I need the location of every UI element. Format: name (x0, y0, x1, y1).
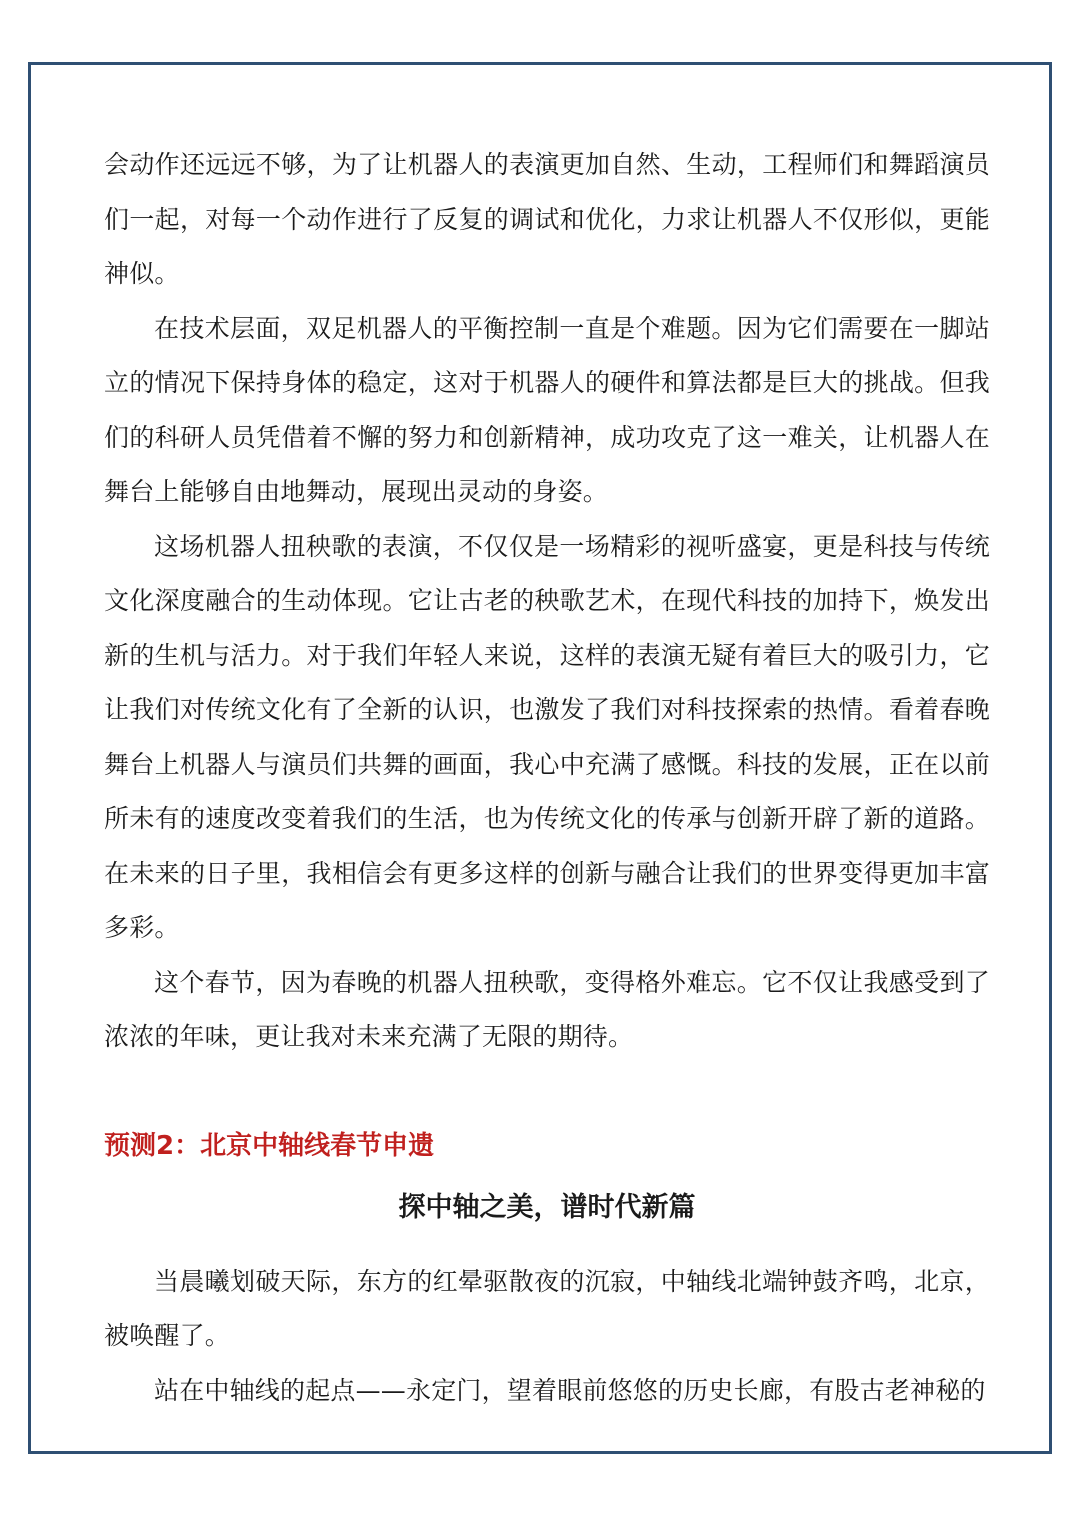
section-heading: 预测2：北京中轴线春节申遗 (104, 1130, 435, 1161)
paragraph-2: 在技术层面，双足机器人的平衡控制一直是个难题。因为它们需要在一脚站立的情况下保持身体的稳定，这对于机器人的硬件和算法都是巨大的挑战。但我们的科研人员凭借着不懈的努力和创新精神，成功攻克了这一难关，让机器人在舞台上能够自由地舞动，展现出灵动的身姿。 (104, 313, 990, 506)
paragraph-5: 当晨曦划破天际，东方的红晕驱散夜的沉寂，中轴线北端钟鼓齐鸣，北京，被唤醒了。 (104, 1266, 990, 1350)
document-body (104, 138, 990, 1418)
paragraph-6: 站在中轴线的起点——永定门，望着眼前悠悠的历史长廊，有股古老神秘的 (154, 1375, 986, 1405)
paragraph-1: 会动作还远远不够，为了让机器人的表演更加自然、生动，工程师们和舞蹈演员们一起，对每一个动作进行了反复的调试和优化，力求让机器人不仅形似，更能神似。 (104, 150, 990, 288)
article-title: 探中轴之美，谱时代新篇 (398, 1191, 696, 1223)
paragraph-3: 这场机器人扭秧歌的表演，不仅仅是一场精彩的视听盛宴，更是科技与传统文化深度融合的生动体现。它让古老的秧歌艺术，在现代科技的加持下，焕发出新的生机与活力。对于我们年轻人来说，这样的表演无疑有着巨大的吸引力，它让我们对传统文化有了全新的认识，也激发了我们对科技探索的热情。看着春晚舞台上机器人与演员们共舞的画面，我心中充满了感慨。科技的发展，正在以前所未有的速度改变着我们的生活，也为传统文化的传承与创新开辟了新的道路。在未来的日子里，我相信会有更多这样的创新与融合让我们的世界变得更加丰富多彩。 (104, 531, 990, 942)
paragraph-4: 这个春节，因为春晚的机器人扭秧歌，变得格外难忘。它不仅让我感受到了浓浓的年味，更让我对未来充满了无限的期待。 (104, 967, 990, 1051)
